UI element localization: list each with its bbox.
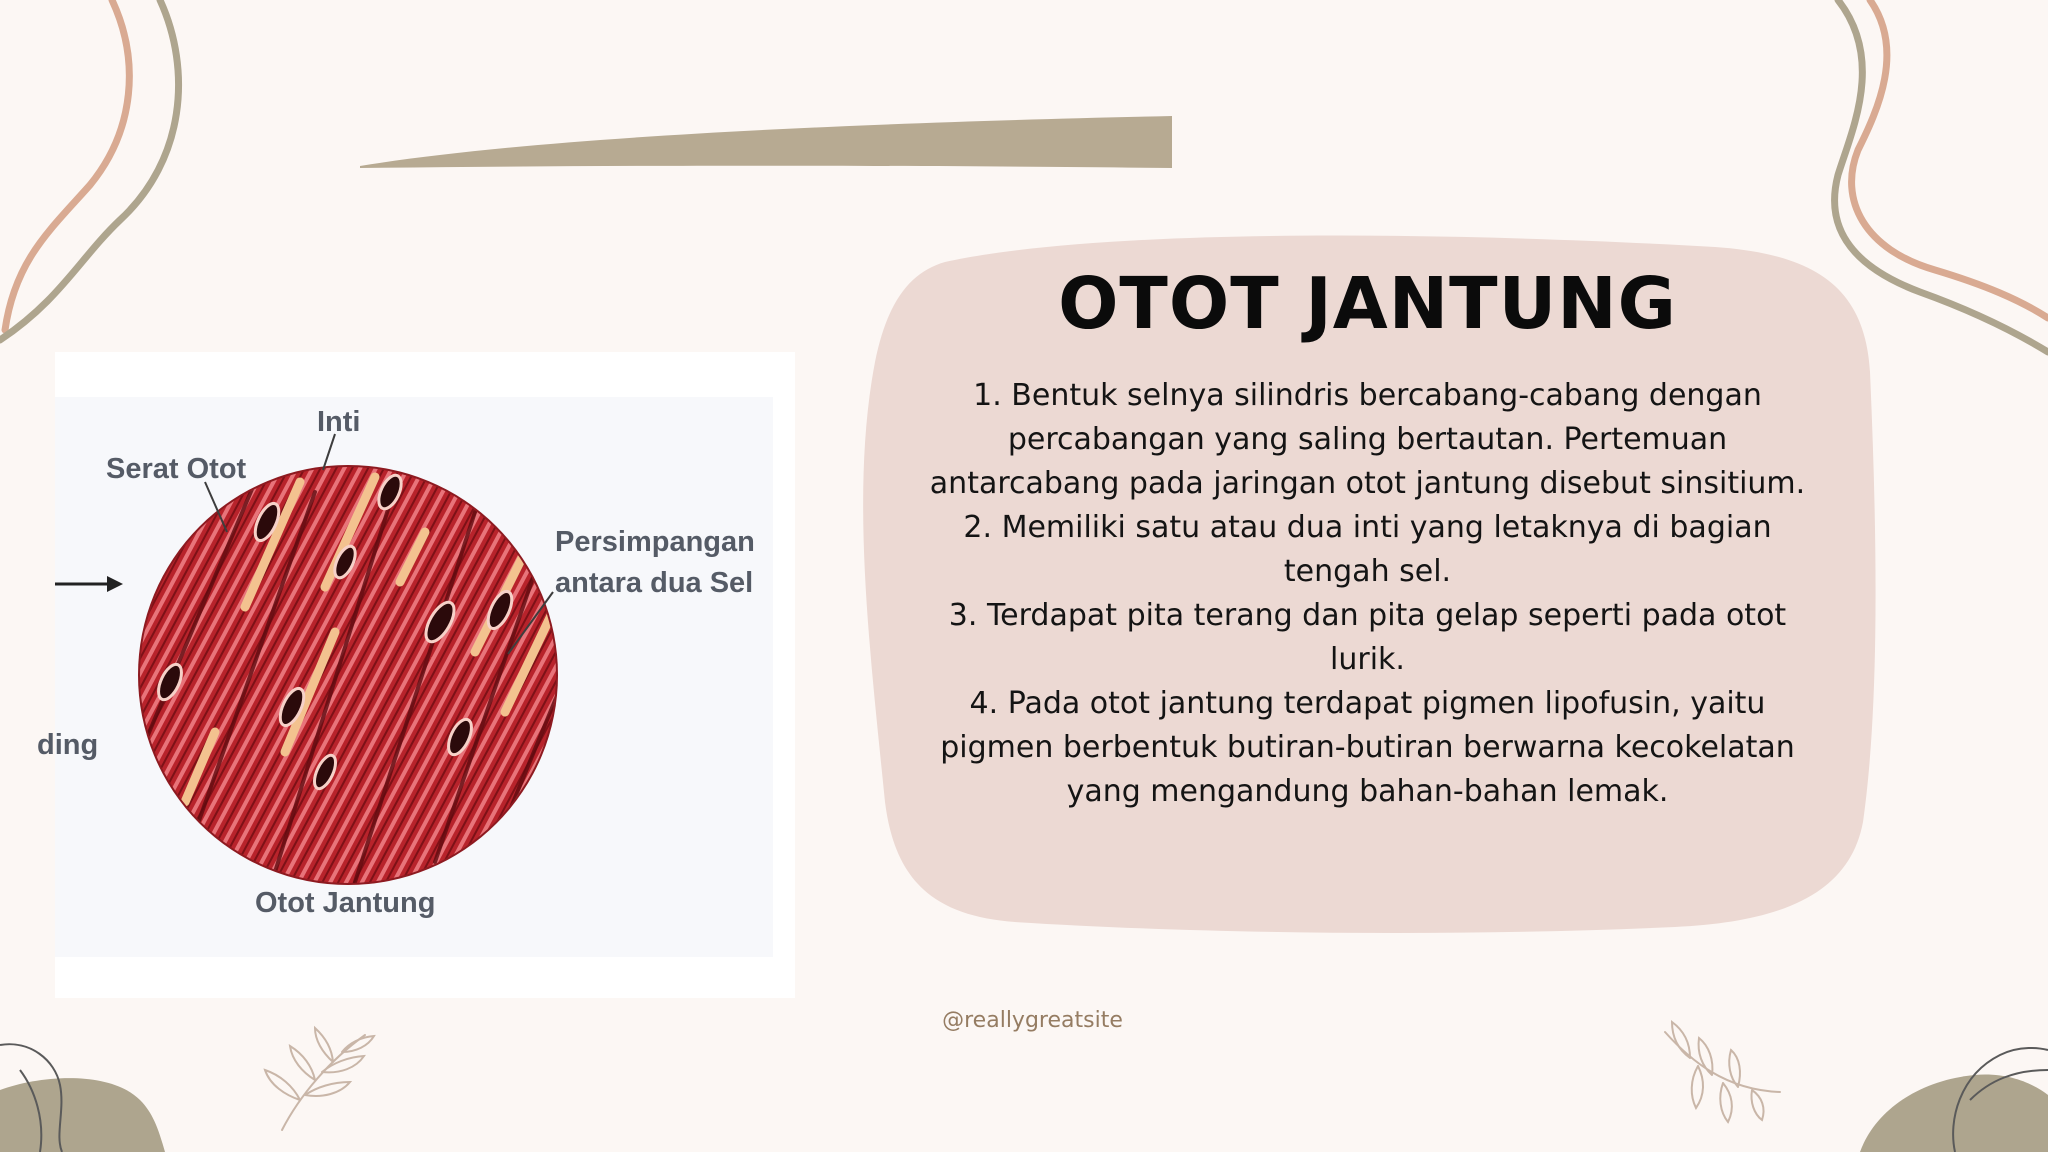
slide-title: OTOT JANTUNG [1058, 262, 1677, 345]
label-serat-otot: Serat Otot [106, 453, 247, 485]
cardiac-muscle-figure [37, 352, 795, 998]
leaf-sprig-icon [1665, 1022, 1780, 1122]
info-panel [855, 232, 1880, 934]
list-item: 3. Terdapat pita terang dan pita gelap seperti pada otot lurik. [948, 598, 1787, 677]
leaf-shape-bottom-left [0, 1044, 165, 1152]
brush-stroke-decoration [360, 116, 1172, 168]
social-handle: @reallygreatsite [942, 1008, 1123, 1033]
label-partial-left: ding [37, 729, 99, 761]
label-inti: Inti [317, 406, 361, 438]
cardiac-muscle-illustration [37, 352, 795, 998]
figure-caption: Otot Jantung [255, 887, 436, 919]
leaf-shape-bottom-right [1860, 1048, 2048, 1152]
list-item: 2. Memiliki satu atau dua inti yang letaknya di bagian tengah sel. [963, 510, 1772, 589]
characteristics-list [910, 374, 1825, 814]
list-item: 1. Bentuk selnya silindris bercabang-cabang dengan percabangan yang saling bertautan. Pertemuan antarcabang pada jaringan otot jantung disebut sinsitium. [929, 378, 1806, 501]
label-persimpangan-line1: Persimpangan [555, 526, 755, 558]
label-persimpangan-line2: antara dua Sel [555, 567, 754, 599]
leaf-sprig-icon [265, 1028, 374, 1130]
list-item: 4. Pada otot jantung terdapat pigmen lipofusin, yaitu pigmen berbentuk butiran-butiran berwarna kecokelatan yang mengandung bahan-bahan lemak. [940, 686, 1795, 809]
squiggle-decoration-top-left [0, 0, 179, 340]
